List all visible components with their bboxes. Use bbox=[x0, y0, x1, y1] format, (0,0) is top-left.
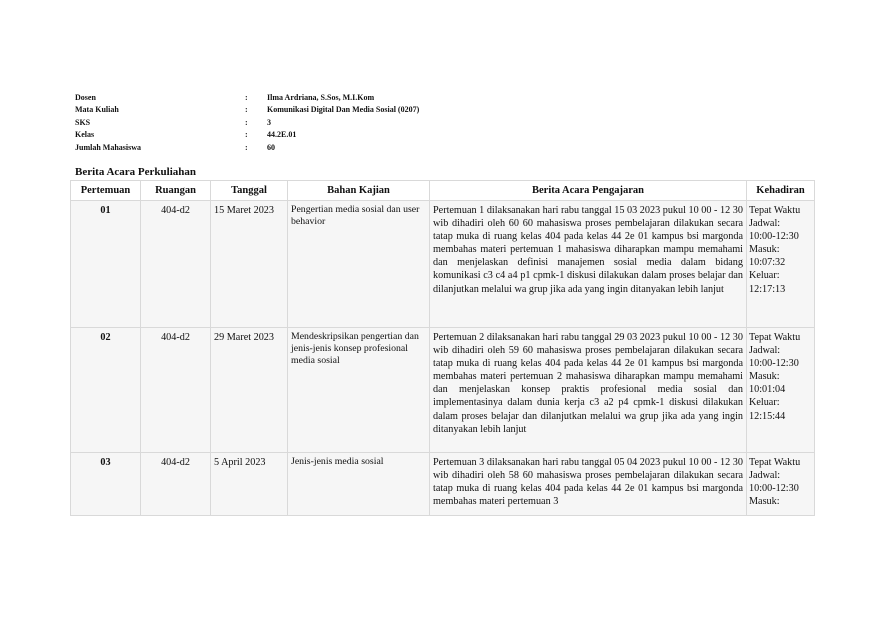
cell-pertemuan: 01 bbox=[71, 201, 141, 328]
info-row-mata-kuliah bbox=[75, 104, 419, 116]
schedule-label: Jadwal: bbox=[749, 218, 781, 230]
check-in-time: 10:01:04 bbox=[749, 384, 786, 396]
info-label: SKS bbox=[75, 117, 91, 127]
check-in-time: 10:07:32 bbox=[749, 257, 786, 269]
check-in-label: Masuk: bbox=[749, 496, 780, 508]
cell-berita-acara bbox=[430, 453, 747, 516]
info-value: 3 bbox=[267, 117, 271, 127]
cell-tanggal: 29 Maret 2023 bbox=[211, 328, 288, 453]
table-row bbox=[71, 201, 815, 328]
info-row-jumlah-mahasiswa bbox=[75, 142, 419, 154]
info-label: Jumlah Mahasiswa bbox=[75, 142, 142, 152]
cell-tanggal: 15 Maret 2023 bbox=[211, 201, 288, 328]
cell-berita-acara: Pertemuan 1 dilaksanakan hari rabu tanggal 15 03 2023 pukul 10 00 - 12 30 wib dihadiri oleh 60 60 mahasiswa proses pembelajaran dilakukan secara tatap muka di ruang kelas 404 pada kelas 44 2e 01 kampus bsi margonda membahas materi pertemuan 1 mahasiswa diharapkan mampu memahami dan menjelaskan definisi manajemen sosial media dalam bidang komunikasi c3 c4 a4 p1 cpmk-1 diskusi dilakukan dalam proses belajar dan dilanjutkan melalui wa grup jika ada yang ingin ditanyakan lebih lanjut bbox=[430, 201, 747, 328]
cell-bahan-kajian: Mendeskripsikan pengertian dan jenis-jenis konsep profesional media sosial bbox=[288, 328, 430, 453]
info-colon: : bbox=[245, 142, 248, 152]
check-in-label: Masuk: bbox=[749, 244, 780, 256]
cell-kehadiran bbox=[747, 328, 815, 453]
check-out-time: 12:15:44 bbox=[749, 410, 786, 422]
info-value: Ilma Ardriana, S.Sos, M.I.Kom bbox=[267, 93, 375, 102]
cell-berita-acara: Pertemuan 2 dilaksanakan hari rabu tanggal 29 03 2023 pukul 10 00 - 12 30 wib dihadiri oleh 59 60 mahasiswa proses pembelajaran dilakukan secara tatap muka di ruang kelas 404 pada kelas 44 2e 01 kampus bsi margonda membahas materi pertemuan 2 mahasiswa diharapkan mampu memahami dan menjelaskan konsep praktis profesional media sosial dan implementasinya dalam dunia kerja c3 a2 p4 cpmk-1 diskusi dilakukan dalam proses belajar dan dilanjutkan melalui wa grup jika ada yang ingin ditanyakan lebih lanjut bbox=[430, 328, 747, 453]
schedule-time: 10:00-12:30 bbox=[749, 483, 799, 495]
schedule-time: 10:00-12:30 bbox=[749, 231, 799, 243]
info-colon: : bbox=[245, 117, 248, 127]
info-colon: : bbox=[245, 105, 248, 115]
berita-acara-table bbox=[70, 180, 815, 516]
info-row-kelas bbox=[75, 129, 419, 141]
header-kehadiran: Kehadiran bbox=[747, 181, 815, 201]
cell-tanggal: 5 April 2023 bbox=[211, 453, 288, 516]
cell-bahan-kajian: Jenis-jenis media sosial bbox=[288, 453, 430, 516]
attendance-block bbox=[749, 456, 813, 512]
info-row-sks bbox=[75, 117, 419, 129]
check-out-time: 12:17:13 bbox=[749, 283, 786, 295]
check-out-label: Keluar: bbox=[749, 270, 780, 282]
info-value: Komunikasi Digital Dan Media Sosial (0207) bbox=[267, 105, 420, 115]
cell-pertemuan: 02 bbox=[71, 328, 141, 453]
cell-kehadiran bbox=[747, 201, 815, 328]
info-colon: : bbox=[245, 93, 248, 102]
info-label: Kelas bbox=[75, 130, 95, 140]
table-row bbox=[71, 453, 815, 516]
header-ruangan: Ruangan bbox=[141, 181, 211, 201]
table-row bbox=[71, 328, 815, 453]
attendance-status: Tepat Waktu bbox=[749, 457, 801, 468]
course-info bbox=[75, 92, 419, 154]
table-header-row bbox=[71, 181, 815, 201]
attendance-status: Tepat Waktu bbox=[749, 332, 801, 343]
section-title: Berita Acara Perkuliahan bbox=[75, 166, 196, 178]
cell-kehadiran bbox=[747, 453, 815, 516]
schedule-label: Jadwal: bbox=[749, 470, 781, 482]
info-row-dosen bbox=[75, 92, 419, 104]
info-label: Dosen bbox=[75, 93, 96, 102]
header-tanggal: Tanggal bbox=[211, 181, 288, 201]
berita-text: Pertemuan 3 dilaksanakan hari rabu tanggal 05 04 2023 pukul 10 00 - 12 30 wib dihadiri oleh 58 60 mahasiswa proses pembelajaran dilakukan secara tatap muka di ruang kelas 404 pada kelas 44 2e 01 kampus bsi margonda membahas materi pertemuan 3 bbox=[433, 457, 743, 508]
info-colon: : bbox=[245, 130, 248, 140]
cell-bahan-kajian: Pengertian media sosial dan user behavior bbox=[288, 201, 430, 328]
check-out-label: Keluar: bbox=[749, 397, 780, 409]
cell-pertemuan: 03 bbox=[71, 453, 141, 516]
info-label: Mata Kuliah bbox=[75, 105, 119, 115]
check-in-label: Masuk: bbox=[749, 371, 780, 383]
attendance-status: Tepat Waktu bbox=[749, 205, 801, 216]
schedule-time: 10:00-12:30 bbox=[749, 358, 799, 370]
cell-ruangan: 404-d2 bbox=[141, 328, 211, 453]
header-pertemuan: Pertemuan bbox=[71, 181, 141, 201]
cell-ruangan: 404-d2 bbox=[141, 453, 211, 516]
info-value: 60 bbox=[267, 142, 275, 152]
cell-ruangan: 404-d2 bbox=[141, 201, 211, 328]
header-bahan-kajian: Bahan Kajian bbox=[288, 181, 430, 201]
schedule-label: Jadwal: bbox=[749, 345, 781, 357]
header-berita-acara: Berita Acara Pengajaran bbox=[430, 181, 747, 201]
info-value: 44.2E.01 bbox=[267, 130, 297, 140]
